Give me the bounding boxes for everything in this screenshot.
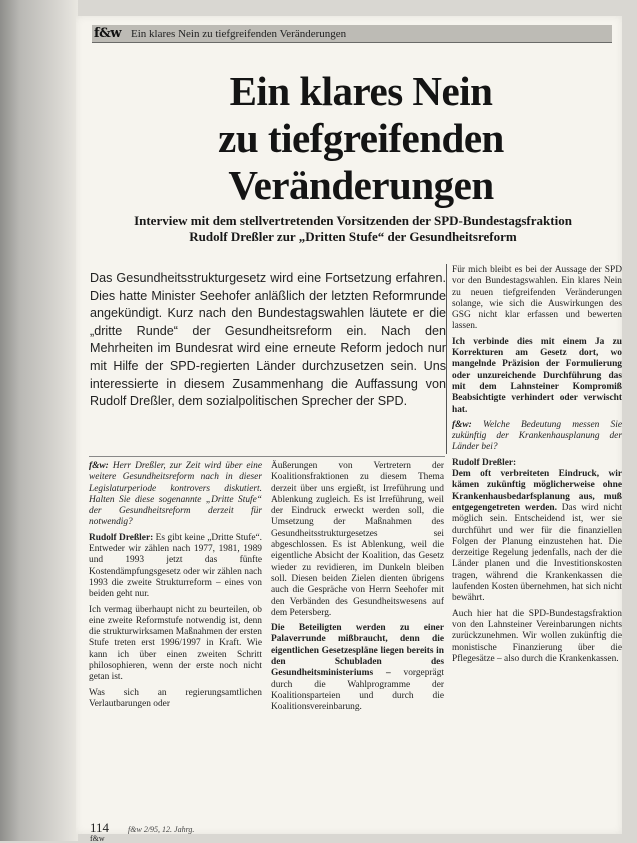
text-column-2 bbox=[271, 461, 444, 826]
page-footer bbox=[90, 820, 194, 843]
title-line: zu tiefgreifenden bbox=[218, 115, 504, 161]
footer-logo: f&w bbox=[90, 834, 105, 843]
answer-text: Was sich an regierungsamtlichen Verlautbarungen oder bbox=[89, 687, 262, 709]
answer-text: Für mich bleibt es bei der Aussage der SPD vor den Bundestagswahlen. Ein klares Nein zu neuen tiefgreifenden Veränderungen solange, wie sich die Auswirkungen des GSG nicht klar erfassen und bewerten lassen. bbox=[452, 265, 622, 332]
page-number: 114 bbox=[90, 820, 110, 835]
subtitle-line: Rudolf Dreßler zur „Dritten Stufe“ der Gesundheitsreform bbox=[189, 229, 517, 244]
book-binding-shadow bbox=[0, 0, 78, 841]
article-title bbox=[116, 68, 606, 209]
answer-text: Das wird nicht möglich sein. Entscheidend ist, wer sie durchführt und wer für die finanziellen Folgen der Planung einzustehen hat. Die derzeitige Regelung jedenfalls, nach der die Länder planen und die Investitionskosten tragen, während die Krankenkassen die laufenden Kosten übernehmen, hat sich nicht bewährt. bbox=[452, 502, 623, 604]
answer-text: Äußerungen von Vertretern der Koalitionsfraktionen zu diesem Thema derzeit über uns ergießt, ist Irreführung und Ablenkung zugleich. Es ist Irreführung, weil der Eindruck erweckt werden soll, die Umsetzung der Maßnahmen des Gesundheitsstrukturgesetzes sei abgeschlossen. Es ist Ablenkung, weil die eigentliche Absicht der Koalition, das Gesetz wieder zu revidieren, im Dunkeln bleiben soll. Diesen beiden Zielen dienten übrigens auch die Gespräche von Herrn Seehofer mit den Verbänden des Gesundheitswesens auf dem Petersberg. bbox=[271, 461, 444, 618]
answer-text: Auch hier hat die SPD-Bundestagsfraktion von den Lahnsteiner Vereinbarungen nichts zurückzunehmen. Wir wollen zukünftig die monistische Finanzierung über die Pflegesätze – also durch die Krankenkassen. bbox=[452, 608, 622, 664]
magazine-page bbox=[76, 16, 623, 843]
source-line: f&w 2/95, 12. Jahrg. bbox=[128, 825, 195, 834]
article-subtitle bbox=[88, 213, 618, 245]
answer-text: Es gibt keine „Dritte Stufe“. Entweder wir zählen nach 1977, 1981, 1989 und 1993 jetzt das fünfte Kostendämpfungsgesetz oder wir zählen nach 1993 die zweite Strukturreform – eines von beiden geht nur. bbox=[89, 532, 262, 600]
title-line: Veränderungen bbox=[228, 162, 494, 208]
interviewer-label: f&w: bbox=[89, 461, 109, 471]
highlight-text: Ich verbinde dies mit einem Ja zu Korrekturen am Gesetz dort, wo mangelnde Präzision der Formulierung oder unzureichende Durchführung das mit dem Lahnsteiner Kompromiß Beabsichtigte verhindert oder verwischt hat. bbox=[452, 336, 622, 415]
subtitle-line: Interview mit dem stellvertretenden Vorsitzenden der SPD-Bundestagsfraktion bbox=[134, 213, 572, 228]
highlight-text: Die Beteiligten werden zu einer Palaverrunde mißbraucht, denn die eigentlichen Gesetzespläne liegen bereits in den Schubladen des Gesundheitsministeriums – bbox=[271, 623, 444, 679]
article-intro: Das Gesundheitsstrukturgesetz wird eine Fortsetzung erfahren. Dies hatte Minister Seehofer anläßlich der letzten Reformrunde angekündigt. Kurz nach den Bundestagswahlen läutete er die „dritte Runde“ der Gesundheitsreform ein. Nach den Mehrheiten im Bundesrat wird eine erneute Reform jedoch nur mit Hilfe der SPD-regierten Länder durchzusetzen sein. Uns interessierte in diesem Zusammenhang die Auffassung von Rudolf Dreßler, dem sozialpolitischen Sprecher der SPD. bbox=[90, 271, 446, 409]
title-line: Ein klares Nein bbox=[229, 68, 493, 114]
column-divider bbox=[446, 264, 447, 454]
answer-text: vorgeprägt durch die Wahlprogramme der Koalitionsparteien und durch die Koalitionsvereinbarung. bbox=[271, 668, 444, 713]
section-title: Ein klares Nein zu tiefgreifenden Veränderungen bbox=[131, 27, 347, 40]
speaker-label: Rudolf Dreßler: bbox=[89, 532, 154, 543]
highlight-text: Dem oft verbreiteten Eindruck, wir kämen zukünftig möglicherweise ohne Krankenhausbedarfsplanung aus, muß entgegengetreten werden. bbox=[452, 469, 622, 513]
fw-logo: f&w bbox=[94, 26, 122, 41]
text-column-3 bbox=[452, 265, 622, 825]
interviewer-label: f&w: bbox=[452, 419, 472, 430]
question-text: Herr Dreßler, zur Zeit wird über eine weitere Gesundheitsreform nach in dieser Legislaturperiode kontrovers diskutiert. Halten Sie diese sogenannte „Dritte Stufe“ der Gesundheitsreform derzeit für notwendig? bbox=[89, 461, 263, 528]
speaker-label: Rudolf Dreßler: bbox=[452, 457, 517, 468]
section-header-bar bbox=[92, 25, 612, 43]
question-text: Welche Bedeutung messen Sie zukünftig der Krankenhausplanung der Länder bei? bbox=[452, 419, 622, 453]
answer-text: Ich vermag überhaupt nicht zu beurteilen, ob eine zweite Reformstufe notwendig ist, denn die strukturwirksamen Maßnahmen der ersten Stufe treten erst 1996/1997 in Kraft. Wie kann ich über einen zweiten Schritt philosophieren, wenn der erste noch nicht getan ist. bbox=[89, 604, 262, 683]
text-column-1 bbox=[89, 461, 262, 826]
horizontal-divider bbox=[89, 456, 445, 457]
